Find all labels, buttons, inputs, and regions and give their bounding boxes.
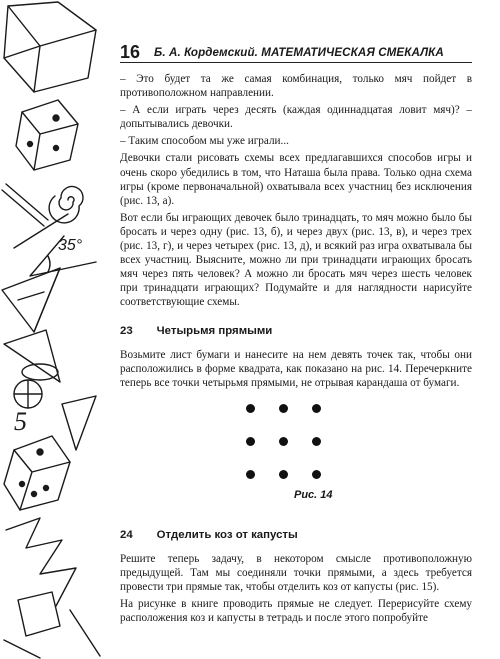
- paragraph: Вот если бы играющих девочек было тринадцать, то мяч можно было бы бросать и через одну (рис. 13, б), и через двух (рис. 13, в), и через трех (рис. 13, г), и через четырех (рис. 13, д), и всякий раз игра охватывала бы всех участниц. Выясните, можно ли при тринадцати играющих бросать мяч через пять человек? А можно ли бросать мяч через шесть человек при тринадцати играющих? Подумайте и для наглядности нарисуйте соответствующие схемы.: [120, 211, 472, 309]
- cone-doodle: [4, 330, 60, 382]
- nine-dots-grid: [246, 404, 322, 480]
- stroke-doodle: [4, 610, 100, 658]
- angle-label: 35°: [58, 237, 83, 254]
- section-heading-24: [120, 528, 472, 542]
- pencil-doodle: [2, 184, 48, 226]
- dice-doodle-bottom: [4, 436, 70, 510]
- dot: [279, 470, 288, 479]
- section-heading-23: [120, 324, 472, 338]
- circle-doodle: [14, 380, 42, 408]
- dot: [312, 470, 321, 479]
- dot: [246, 437, 255, 446]
- dot: [312, 437, 321, 446]
- figure-caption: Рис. 14: [294, 488, 333, 501]
- square-doodle: [18, 592, 60, 636]
- section-number: 24: [120, 528, 133, 541]
- zigzag-doodle: [6, 518, 76, 606]
- dot: [279, 437, 288, 446]
- dot: [312, 404, 321, 413]
- page-content: [120, 72, 472, 628]
- triangle-doodle: [2, 268, 60, 332]
- dice-doodle-top: [16, 100, 78, 170]
- section-number: 23: [120, 324, 133, 337]
- page-header: [120, 40, 472, 63]
- digit-label: 5: [14, 407, 27, 436]
- paragraph: – Это будет та же самая комбинация, только мяч пойдет в противоположном направлении.: [120, 73, 472, 100]
- section-23-text: Возьмите лист бумаги и нанесите на нем девять точек так, чтобы они расположились в форме квадрата, как показано на рис. 14. Перечеркните теперь все точки четырьмя прямыми, не отрывая карандаша от бумаги.: [120, 348, 472, 389]
- section-24-text: На рисунке в книге проводить прямые не следует. Перерисуйте схему расположения коз и капусты в тетрадь и после этого попробуйте: [120, 598, 472, 625]
- pyramid-doodle: [4, 2, 96, 92]
- section-title: Отделить коз от капусты: [156, 528, 298, 541]
- dot: [246, 404, 255, 413]
- page-number: 16: [120, 42, 141, 62]
- dot: [279, 404, 288, 413]
- right-triangle-doodle: [62, 396, 96, 450]
- paragraph: Девочки стали рисовать схемы всех предлагавшихся способов игры и очень скоро убедились в том, что Наташа была права. Только одна схема игры (кроме первоначальной) охватывала всех участниц без исключения (рис. 13, а).: [120, 152, 472, 207]
- decorative-margin-doodles: [0, 0, 110, 659]
- running-title: Б. А. Кордемский. МАТЕМАТИЧЕСКАЯ СМЕКАЛКА: [154, 46, 444, 59]
- section-24-text: Решите теперь задачу, в некотором смысле противоположную предыдущей. Там мы соединяли точки прямыми, а здесь требуется провести три прямые так, чтобы отделить коз от капусты (рис. 15).: [120, 552, 472, 594]
- spiral-doodle: [49, 187, 83, 223]
- paragraph: – Таким способом мы уже играли...: [120, 135, 289, 148]
- paragraph: – А если играть через десять (каждая одиннадцатая ловит мяч)? – допытывались девочки.: [120, 104, 472, 131]
- section-title: Четырьмя прямыми: [156, 324, 273, 337]
- figure-14: [120, 400, 472, 514]
- dot: [246, 470, 255, 479]
